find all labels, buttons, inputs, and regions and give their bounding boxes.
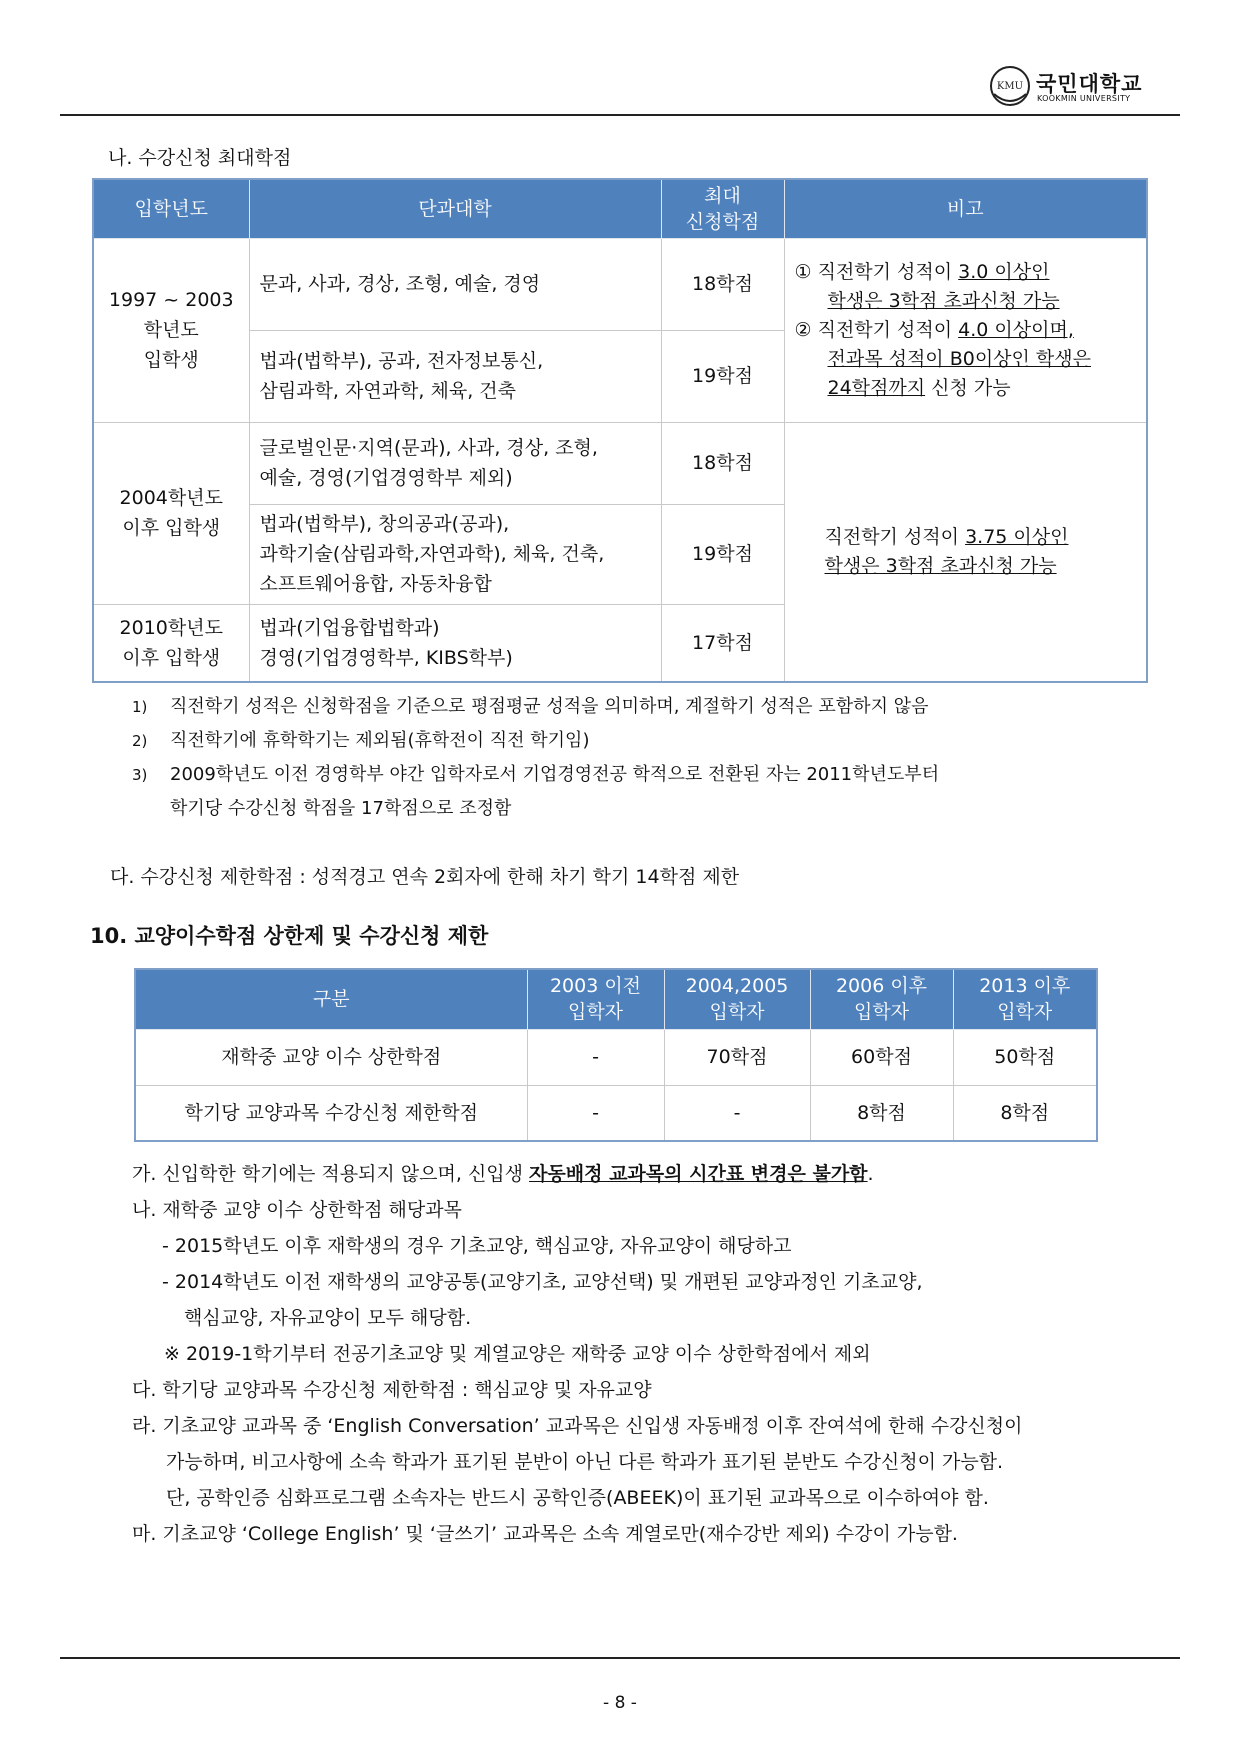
general-education-limit-table [134, 968, 1098, 1142]
table-header-row [135, 969, 1097, 1029]
value-cell: 8학점 [810, 1085, 953, 1141]
item-ra-line-3: 단, 공학인증 심화프로그램 소속자는 반드시 공학인증(ABEEK)이 표기된 교과목으로 이수하여야 함. [166, 1487, 989, 1509]
note-3: 3) 2009학년도 이전 경영학부 야간 입학자로서 기업경영전공 학적으로 전환된 자는 2011학년도부터 [132, 764, 940, 785]
header-col-2003: 2003 이전 입학자 [527, 969, 664, 1029]
group1-remark-cell: ① 직전학기 성적이 3.0 이상인 학생은 3학점 초과신청 가능 ② 직전학기 성적이 4.0 이상이며, 전과목 성적이 B0이상인 학생은 24학점까지 신청 가능 [784, 238, 1147, 422]
item-da: 다. 학기당 교양과목 수강신청 제한학점 : 핵심교양 및 자유교양 [132, 1379, 652, 1401]
logo-emblem-text: KMU [996, 81, 1024, 92]
group1-year-cell: 1997 ~ 2003 학년도 입학생 [93, 238, 249, 422]
item-na-note: ※ 2019-1학기부터 전공기초교양 및 계열교양은 재학중 교양 이수 상한학점에서 제외 [164, 1343, 871, 1365]
table-header-row [93, 179, 1147, 238]
item-na: 나. 재학중 교양 이수 상한학점 해당과목 [132, 1199, 462, 1221]
header-category: 구분 [135, 969, 527, 1029]
item-ma: 마. 기초교양 ‘College English’ 및 ‘글쓰기’ 교과목은 소속 계열로만(재수강반 제외) 수강이 가능함. [132, 1523, 958, 1545]
credits-cell: 18학점 [661, 238, 784, 330]
header-col-2004-2005: 2004,2005 입학자 [664, 969, 810, 1029]
header-admission-year: 입학년도 [93, 179, 249, 238]
item-ra-line-1: 라. 기초교양 교과목 중 ‘English Conversation’ 교과목은 신입생 자동배정 이후 잔여석에 한해 수강신청이 [132, 1415, 1023, 1437]
page-number: - 8 - [603, 1693, 637, 1713]
value-cell: 70학점 [664, 1029, 810, 1085]
kmu-emblem-icon [988, 64, 1032, 108]
logo-korean-name: 국민대학교 [1036, 72, 1143, 96]
header-max-credits: 최대 신청학점 [661, 179, 784, 238]
credits-cell: 19학점 [661, 504, 784, 604]
college-cell: 문과, 사과, 경상, 조형, 예술, 경영 [249, 238, 661, 330]
group2-year-cell: 2004학년도 이후 입학생 [93, 422, 249, 604]
university-logo [988, 64, 1188, 110]
footer-divider [60, 1657, 1180, 1659]
header-college: 단과대학 [249, 179, 661, 238]
row-label: 학기당 교양과목 수강신청 제한학점 [135, 1085, 527, 1141]
table-row [93, 238, 1147, 330]
header-divider [60, 114, 1180, 116]
item-ga: 가. 신입학한 학기에는 적용되지 않으며, 신입생 자동배정 교과목의 시간표 변경은 불가함. [132, 1163, 874, 1185]
item-na-dash-2-continued: 핵심교양, 자유교양이 모두 해당함. [184, 1307, 472, 1329]
header-col-2013: 2013 이후 입학자 [953, 969, 1097, 1029]
value-cell: 8학점 [953, 1085, 1097, 1141]
note-1: 1) 직전학기 성적은 신청학점을 기준으로 평점평균 성적을 의미하며, 계절학기 성적은 포함하지 않음 [132, 696, 929, 717]
note-3-continued: 학기당 수강신청 학점을 17학점으로 조정함 [170, 798, 512, 819]
college-cell: 법과(법학부), 공과, 전자정보통신, 삼림과학, 자연과학, 체육, 건축 [249, 330, 661, 422]
group3-year-cell: 2010학년도 이후 입학생 [93, 604, 249, 682]
header-col-2006: 2006 이후 입학자 [810, 969, 953, 1029]
section-da-text: 다. 수강신청 제한학점 : 성적경고 연속 2회자에 한해 차기 학기 14학점 제한 [110, 866, 740, 888]
logo-english-name: KOOKMIN UNIVERSITY [1037, 94, 1131, 103]
value-cell: - [527, 1029, 664, 1085]
value-cell: 60학점 [810, 1029, 953, 1085]
item-ra-line-2: 가능하며, 비고사항에 소속 학과가 표기된 분반이 아닌 다른 학과가 표기된 분반도 수강신청이 가능함. [166, 1451, 1004, 1473]
college-cell: 법과(기업융합법학과) 경영(기업경영학부, KIBS학부) [249, 604, 661, 682]
item-na-dash-2: - 2014학년도 이전 재학생의 교양공통(교양기초, 교양선택) 및 개편된 교양과정인 기초교양, [162, 1271, 923, 1293]
credits-cell: 18학점 [661, 422, 784, 504]
table-row [135, 1029, 1097, 1085]
value-cell: - [527, 1085, 664, 1141]
section-10-title: 10. 교양이수학점 상한제 및 수강신청 제한 [90, 924, 489, 948]
value-cell: 50학점 [953, 1029, 1097, 1085]
college-cell: 법과(법학부), 창의공과(공과), 과학기술(삼림과학,자연과학), 체육, 건축, 소프트웨어융합, 자동차융합 [249, 504, 661, 604]
section-na-title: 나. 수강신청 최대학점 [108, 147, 292, 169]
max-credits-table [92, 178, 1148, 683]
value-cell: - [664, 1085, 810, 1141]
credits-cell: 17학점 [661, 604, 784, 682]
group23-remark-cell: 직전학기 성적이 3.75 이상인 학생은 3학점 초과신청 가능 [784, 422, 1147, 682]
credits-cell: 19학점 [661, 330, 784, 422]
table-row [93, 422, 1147, 504]
item-na-dash-1: - 2015학년도 이후 재학생의 경우 기초교양, 핵심교양, 자유교양이 해당하고 [162, 1235, 792, 1257]
table-row [135, 1085, 1097, 1141]
note-2: 2) 직전학기에 휴학학기는 제외됨(휴학전이 직전 학기임) [132, 730, 590, 751]
header-remarks: 비고 [784, 179, 1147, 238]
row-label: 재학중 교양 이수 상한학점 [135, 1029, 527, 1085]
college-cell: 글로벌인문·지역(문과), 사과, 경상, 조형, 예술, 경영(기업경영학부 제외) [249, 422, 661, 504]
